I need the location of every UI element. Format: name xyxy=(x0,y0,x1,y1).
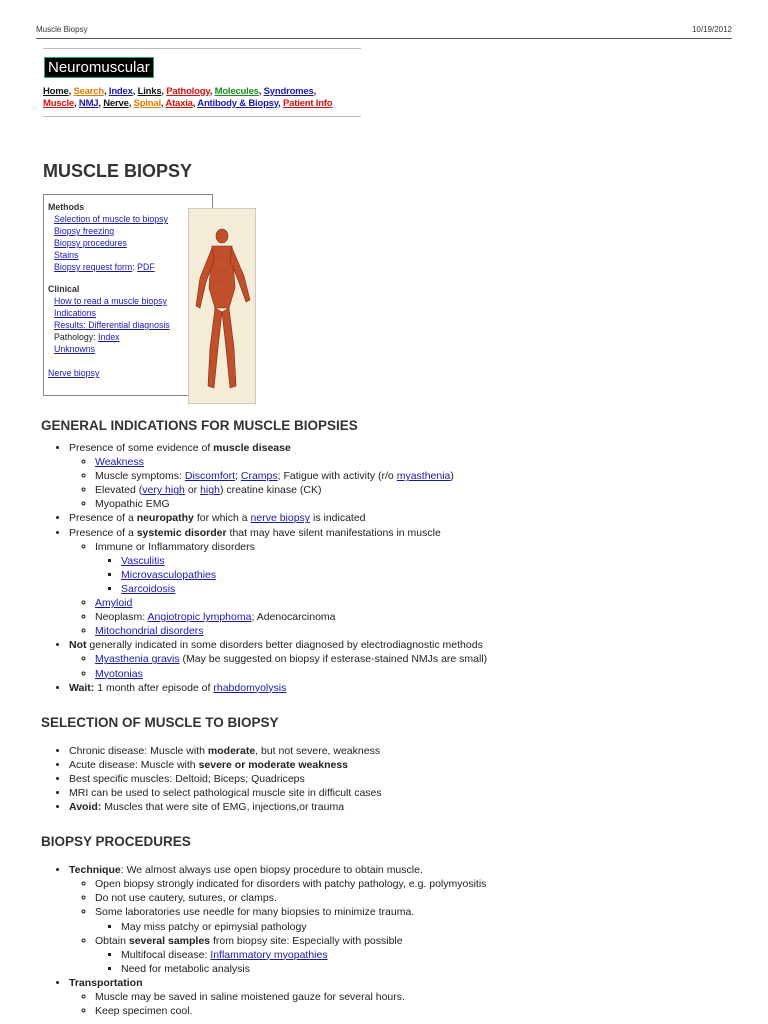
link-nerve-biopsy[interactable]: nerve biopsy xyxy=(250,512,311,525)
list-item: • Chronic disease: Muscle with moderate, but not severe, weakness xyxy=(69,744,733,758)
nav-link-home[interactable]: Home xyxy=(43,86,69,97)
toc-link-pathology-index[interactable]: Index xyxy=(98,332,120,342)
nav-links xyxy=(43,86,361,110)
toc-pathology-label: Pathology: xyxy=(54,332,96,342)
list-item xyxy=(95,455,733,469)
section-title-procedures: BIOPSY PROCEDURES xyxy=(41,834,191,850)
list-item: • Technique: We almost always use open biopsy procedure to obtain muscle. ◦ Open biopsy strongly indicated for disorders with patchy pathology, e.g. polymyositis ◦ Do not use cautery, sutures, or clamps. ◦ Some laboratories use needle for many biopsies to minimize trauma. ▪ May miss patchy or epimysial pathology ◦ Obtain several samples from biopsy site: Especially with possible ▪ Multifocal disease: Inflammatory myopathies ▪ Need for metabolic analysis xyxy=(69,863,733,976)
nav-link-patient-info[interactable]: Patient Info xyxy=(283,98,333,109)
link-microvasculopathies[interactable]: Microvasculopathies xyxy=(121,568,217,581)
page-title: MUSCLE BIOPSY xyxy=(43,161,193,181)
list-item: • Presence of a neuropathy for which a nerve biopsy is indicated xyxy=(69,511,733,525)
toc-links: Methods Selection of muscle to biopsy Biopsy freezing Biopsy procedures Stains Biopsy request form: PDF Clinical How to read a muscle biopsy Indications Results: Differential diagnosis Pathology: Index Unknowns Nerve biopsy xyxy=(48,202,170,378)
list-item: • Transportation ◦ Muscle may be saved in saline moistened gauze for several hours. ◦ Keep specimen cool. xyxy=(69,976,733,1018)
list-item: ◦ Do not use cautery, sutures, or clamps. xyxy=(95,891,733,905)
list-item: ◦ Muscle symptoms: Discomfort; Cramps; Fatigue with activity (r/o myasthenia) xyxy=(95,469,733,483)
toc-methods-heading: Methods xyxy=(48,202,85,212)
toc-link-request-form[interactable]: Biopsy request form xyxy=(54,262,133,272)
print-title: Muscle Biopsy xyxy=(36,25,88,34)
list-item: ◦ Elevated (very high or high) creatine kinase (CK) xyxy=(95,483,733,497)
link-weakness[interactable]: Weakness xyxy=(95,456,144,469)
list-item: ◦ Obtain several samples from biopsy site: Especially with possible ▪ Multifocal disease: Inflammatory myopathies ▪ Need for metabolic analysis xyxy=(95,934,733,976)
section-title-selection: SELECTION OF MUSCLE TO BIOPSY xyxy=(41,714,279,730)
list-item: • MRI can be used to select pathological muscle site in difficult cases xyxy=(69,786,733,800)
list-item: • Not generally indicated in some disorders better diagnosed by electrodiagnostic methods ◦ Myasthenia gravis (May be suggested on biopsy if esterase-stained NMJs are small) ◦ Myotonias xyxy=(69,638,733,680)
site-navigation xyxy=(43,48,361,117)
nav-link-syndromes[interactable]: Syndromes xyxy=(263,86,314,97)
link-mitochondrial[interactable]: Mitochondrial disorders xyxy=(95,625,204,638)
nav-link-index[interactable]: Index xyxy=(108,86,133,97)
neuromuscular-logo[interactable]: Neuromuscular xyxy=(44,57,154,78)
list-item: • Acute disease: Muscle with severe or moderate weakness xyxy=(69,758,733,772)
toc-link-procedures[interactable]: Biopsy procedures xyxy=(54,238,127,248)
nav-link-antibody-biopsy[interactable]: Antibody & Biopsy xyxy=(197,98,279,109)
toc-link-nerve-biopsy[interactable]: Nerve biopsy xyxy=(48,368,100,378)
nav-link-ataxia[interactable]: Ataxia xyxy=(165,98,193,109)
link-inflammatory-myopathies[interactable]: Inflammatory myopathies xyxy=(210,948,328,961)
link-sarcoidosis[interactable]: Sarcoidosis xyxy=(121,582,176,595)
list-item: ▪ Multifocal disease: Inflammatory myopathies xyxy=(121,948,733,962)
print-header xyxy=(36,24,732,39)
list-item: ◦ Myasthenia gravis (May be suggested on biopsy if esterase-stained NMJs are small) xyxy=(95,652,733,666)
nav-link-search[interactable]: Search xyxy=(73,86,104,97)
toc-link-stains[interactable]: Stains xyxy=(54,250,79,260)
link-myasthenia-gravis[interactable]: Myasthenia gravis xyxy=(95,653,180,666)
print-date: 10/19/2012 xyxy=(691,25,732,34)
list-item: ▪ Need for metabolic analysis xyxy=(121,962,733,976)
toc-clinical-heading: Clinical xyxy=(48,284,80,294)
nav-line-1: Home, Search, Index, Links, Pathology, Molecules, Syndromes, xyxy=(43,86,317,97)
link-myasthenia[interactable]: myasthenia xyxy=(396,470,451,483)
link-rhabdomyolysis[interactable]: rhabdomyolysis xyxy=(213,681,287,694)
list-item: ◦ Myopathic EMG xyxy=(95,497,733,511)
link-amyloid[interactable]: Amyloid xyxy=(95,597,133,610)
nav-link-molecules[interactable]: Molecules xyxy=(214,86,259,97)
toc-link-selection[interactable]: Selection of muscle to biopsy xyxy=(54,214,168,224)
nav-link-muscle[interactable]: Muscle xyxy=(43,98,75,109)
page-content xyxy=(43,48,733,1018)
nav-link-spinal[interactable]: Spinal xyxy=(133,98,161,109)
nav-link-pathology[interactable]: Pathology xyxy=(166,86,210,97)
list-item xyxy=(95,667,733,681)
list-item: • Best specific muscles: Deltoid; Biceps; Quadriceps xyxy=(69,772,733,786)
toc-link-results[interactable]: Results: Differential diagnosis xyxy=(54,320,170,330)
list-item: • Wait: 1 month after episode of rhabdomyolysis xyxy=(69,681,733,695)
link-vasculitis[interactable]: Vasculitis xyxy=(121,554,165,567)
link-cramps[interactable]: Cramps xyxy=(240,470,278,483)
selection-list xyxy=(43,744,733,814)
toc-link-freezing[interactable]: Biopsy freezing xyxy=(54,226,115,236)
link-myotonias[interactable]: Myotonias xyxy=(95,667,143,680)
list-item: ◦ Some laboratories use needle for many biopsies to minimize trauma. ▪ May miss patchy or epimysial pathology xyxy=(95,905,733,933)
list-item: • Presence of a systemic disorder that may have silent manifestations in muscle ◦ Immune or Inflammatory disorders ▪ Vasculitis ▪ Microvasculopathies ▪ Sarcoidosis ◦ Amyloid ◦ Neoplasm: Angiotropic lymphoma; Adenocarcinoma ◦ Mitochondrial disorders xyxy=(69,526,733,639)
list-item: ◦ Muscle may be saved in saline moistened gauze for several hours. xyxy=(95,990,733,1004)
toc-link-indications[interactable]: Indications xyxy=(54,308,97,318)
link-angiotropic-lymphoma[interactable]: Angiotropic lymphoma xyxy=(147,611,252,624)
section-title-indications: GENERAL INDICATIONS FOR MUSCLE BIOPSIES xyxy=(41,418,358,433)
list-item: ◦ Immune or Inflammatory disorders ▪ Vasculitis ▪ Microvasculopathies ▪ Sarcoidosis xyxy=(95,540,733,596)
toc-link-how-to-read[interactable]: How to read a muscle biopsy xyxy=(54,296,167,306)
link-high[interactable]: high xyxy=(200,484,220,497)
list-item: ▪ May miss patchy or epimysial pathology xyxy=(121,920,733,934)
list-item: • Presence of some evidence of muscle disease ◦ Weakness ◦ Muscle symptoms: Discomfort; Cramps; Fatigue with activity (r/o myasthenia) ◦ Elevated (very high or high) creatine kinase (CK) ◦ Myopathic EMG xyxy=(69,441,733,511)
nav-line-2: Muscle, NMJ, Nerve, Spinal, Ataxia, Antibody & Biopsy, Patient Info xyxy=(43,98,333,109)
list-item: ◦ Open biopsy strongly indicated for disorders with patchy pathology, e.g. polymyositis xyxy=(95,877,733,891)
toc-link-pdf[interactable]: PDF xyxy=(137,262,155,272)
anatomy-illustration xyxy=(188,208,256,404)
list-item: • Avoid: Muscles that were site of EMG, injections,or trauma xyxy=(69,800,733,814)
link-discomfort[interactable]: Discomfort xyxy=(184,470,236,483)
toc-link-unknowns[interactable]: Unknowns xyxy=(54,344,96,354)
list-item xyxy=(121,582,733,596)
nav-link-nerve[interactable]: Nerve xyxy=(103,98,129,109)
list-item xyxy=(121,554,733,568)
indications-list xyxy=(43,441,733,695)
nav-link-nmj[interactable]: NMJ xyxy=(78,98,99,109)
list-item xyxy=(121,568,733,582)
link-very-high[interactable]: very high xyxy=(142,484,185,497)
procedures-list xyxy=(43,863,733,1018)
nav-link-links[interactable]: Links xyxy=(137,86,162,97)
list-item: ◦ Neoplasm: Angiotropic lymphoma; Adenocarcinoma xyxy=(95,610,733,624)
list-item: ◦ Keep specimen cool. xyxy=(95,1004,733,1018)
list-item xyxy=(95,596,733,610)
list-item xyxy=(95,624,733,638)
